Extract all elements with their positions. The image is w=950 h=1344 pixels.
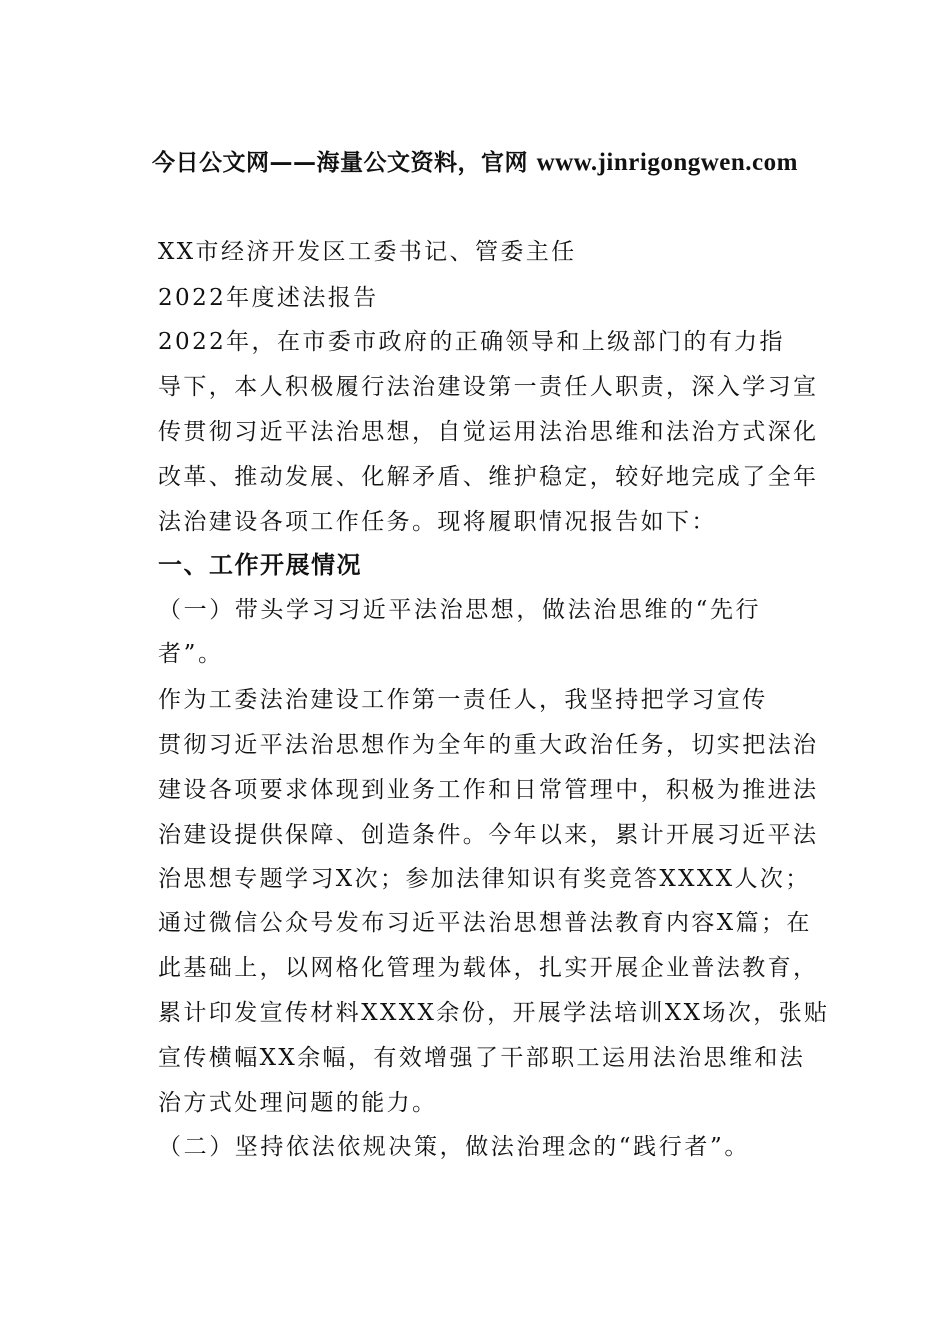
paragraph-1-line: 贯彻习近平法治思想作为全年的重大政治任务，切实把法治 — [158, 732, 819, 758]
paragraph-1-line: 累计印发宣传材料XXXX余份，开展学法培训XX场次，张贴 — [158, 1000, 830, 1026]
subheading-1-line: 者”。 — [158, 641, 224, 667]
paragraph-1-line: 通过微信公众号发布习近平法治思想普法教育内容X篇；在 — [158, 910, 812, 936]
header-url[interactable]: www.jinrigongwen.com — [536, 149, 798, 176]
paragraph-1-line: 宣传横幅XX余幅，有效增强了干部职工运用法治思维和法 — [158, 1045, 806, 1071]
intro-line: 传贯彻习近平法治思想，自觉运用法治思维和法治方式深化 — [158, 419, 819, 445]
document-title-line-2: 2022年度述法报告 — [158, 285, 379, 311]
paragraph-1-line: 治思想专题学习X次；参加法律知识有奖竞答XXXX人次； — [158, 866, 811, 892]
intro-line: 法治建设各项工作任务。现将履职情况报告如下： — [158, 509, 717, 535]
section-heading-1: 一、工作开展情况 — [158, 551, 362, 579]
subheading-2: （二）坚持依法依规决策，做法治理念的“践行者”。 — [158, 1134, 750, 1160]
paragraph-1-line: 此基础上，以网格化管理为载体，扎实开展企业普法教育， — [158, 955, 819, 981]
intro-line: 改革、推动发展、化解矛盾、维护稳定，较好地完成了全年 — [158, 464, 819, 490]
paragraph-1-line: 作为工委法治建设工作第一责任人，我坚持把学习宣传 — [158, 687, 768, 713]
intro-line: 导下，本人积极履行法治建设第一责任人职责，深入学习宣 — [158, 374, 819, 400]
intro-line: 2022年，在市委市政府的正确领导和上级部门的有力指 — [158, 329, 785, 355]
paragraph-1-line: 建设各项要求体现到业务工作和日常管理中，积极为推进法 — [158, 777, 819, 803]
paragraph-1-line: 治建设提供保障、创造条件。今年以来，累计开展习近平法 — [158, 822, 819, 848]
paragraph-1-line: 治方式处理问题的能力。 — [158, 1090, 438, 1116]
site-header-banner — [0, 144, 950, 177]
subheading-1-line: （一）带头学习习近平法治思想，做法治思维的“先行 — [158, 597, 762, 623]
header-prefix: 今日公文网——海量公文资料，官网 — [152, 150, 537, 176]
document-title-line-1: XX市经济开发区工委书记、管委主任 — [158, 239, 577, 265]
